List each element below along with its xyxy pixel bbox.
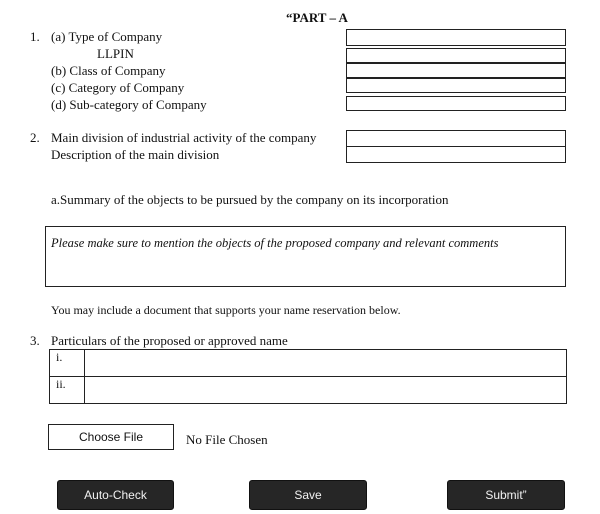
proposed-names-table: [49, 349, 567, 404]
type-of-company-label: (a) Type of Company: [51, 29, 163, 44]
save-label: Save: [294, 488, 322, 502]
sub-category-of-company-label: (d) Sub-category of Company: [51, 97, 207, 112]
objects-heading: a.Summary of the objects to be pursued by the company on its incorporation: [51, 192, 449, 207]
section-3-number: 3.: [30, 333, 40, 348]
proposed-name-field-2[interactable]: [85, 377, 567, 404]
description-main-division-label: Description of the main division: [51, 147, 220, 162]
llpin-field[interactable]: [346, 48, 566, 63]
section-1-number: 1.: [30, 29, 40, 44]
choose-file-label: Choose File: [78, 430, 144, 444]
auto-check-button[interactable]: [57, 480, 174, 510]
proposed-name-label: Particulars of the proposed or approved name: [51, 333, 288, 348]
llpin-label: LLPIN: [97, 46, 134, 61]
submit-label: Submit”: [485, 488, 527, 502]
proposed-name-field-1[interactable]: [85, 350, 567, 377]
table-row: [50, 377, 567, 404]
objects-placeholder: Please make sure to mention the objects of the proposed company and relevant comments: [51, 236, 499, 250]
main-division-label: Main division of industrial activity of the company: [51, 130, 317, 145]
sub-category-of-company-field[interactable]: [346, 96, 566, 111]
section-2-number: 2.: [30, 130, 40, 145]
description-main-division-field[interactable]: [346, 146, 566, 163]
row-number: i.: [50, 350, 85, 377]
row-number: ii.: [50, 377, 85, 404]
type-of-company-field[interactable]: [346, 29, 566, 46]
choose-file-button[interactable]: [48, 424, 174, 450]
main-division-field[interactable]: [346, 130, 566, 147]
category-of-company-label: (c) Category of Company: [51, 80, 185, 95]
document-note: You may include a document that supports your name reservation below.: [51, 303, 401, 317]
category-of-company-field[interactable]: [346, 78, 566, 93]
class-of-company-field[interactable]: [346, 63, 566, 78]
part-title: “PART – A: [286, 10, 348, 25]
file-status: No File Chosen: [186, 432, 268, 447]
save-button[interactable]: [249, 480, 367, 510]
objects-textarea[interactable]: [45, 226, 566, 287]
submit-button[interactable]: [447, 480, 565, 510]
class-of-company-label: (b) Class of Company: [51, 63, 166, 78]
table-row: [50, 350, 567, 377]
auto-check-label: Auto-Check: [84, 488, 147, 502]
